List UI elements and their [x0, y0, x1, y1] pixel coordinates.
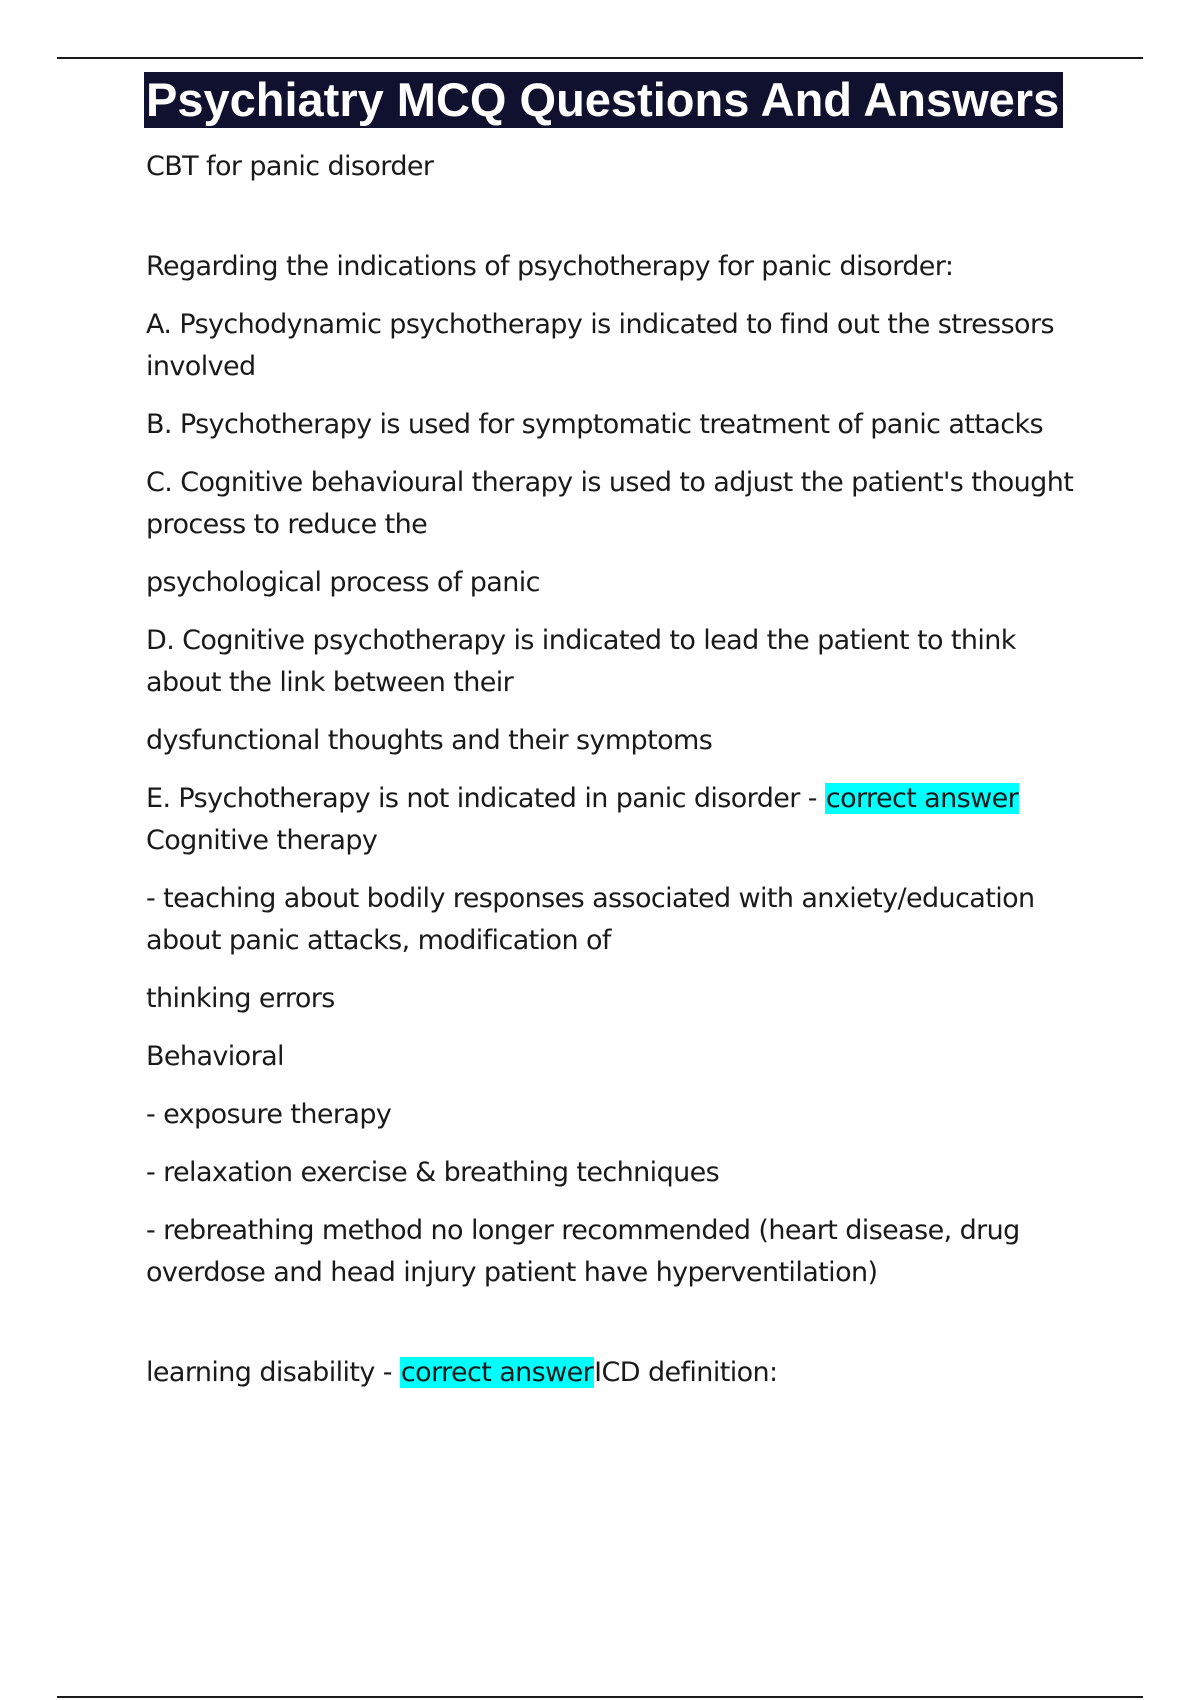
answer-line-2: thinking errors — [146, 983, 335, 1014]
option-c-line2: psychological process of panic — [146, 567, 540, 598]
second-correct-answer-highlight: correct answer — [400, 1357, 594, 1388]
answer-line-6: - rebreathing method no longer recommended (heart disease, drug overdose and head injury patient have hyperventilation) — [146, 1215, 1020, 1288]
option-e — [146, 778, 1096, 862]
option-b: B. Psychotherapy is used for symptomatic treatment of panic attacks — [146, 409, 1043, 440]
correct-answer-highlight: correct answer — [825, 783, 1019, 814]
second-answer-text: ICD definition: — [594, 1357, 778, 1388]
option-e-text: E. Psychotherapy is not indicated in panic disorder - — [146, 783, 825, 814]
header-rule — [57, 57, 1143, 59]
option-d-line2: dysfunctional thoughts and their symptoms — [146, 725, 713, 756]
option-c-line1: C. Cognitive behavioural therapy is used to adjust the patient's thought process to reduce the — [146, 467, 1074, 540]
document-page — [146, 72, 1096, 1394]
answer-line-5: - relaxation exercise & breathing techniques — [146, 1157, 720, 1188]
second-question — [146, 1352, 1096, 1394]
answer-line-4: - exposure therapy — [146, 1099, 392, 1130]
option-d-line1: D. Cognitive psychotherapy is indicated to lead the patient to think about the link between their — [146, 625, 1016, 698]
answer-line-3: Behavioral — [146, 1041, 284, 1072]
question-text: Regarding the indications of psychotherapy for panic disorder: — [146, 251, 954, 282]
document-title: Psychiatry MCQ Questions And Answers — [144, 72, 1063, 128]
second-question-text: learning disability - — [146, 1357, 400, 1388]
answer-text: Cognitive therapy — [146, 825, 378, 856]
intro-text: CBT for panic disorder — [146, 151, 434, 182]
option-a: A. Psychodynamic psychotherapy is indicated to find out the stressors involved — [146, 309, 1054, 382]
answer-line-1: - teaching about bodily responses associated with anxiety/education about panic attacks, modification of — [146, 883, 1035, 956]
footer-rule — [57, 1696, 1143, 1698]
document-body — [146, 146, 1096, 1394]
